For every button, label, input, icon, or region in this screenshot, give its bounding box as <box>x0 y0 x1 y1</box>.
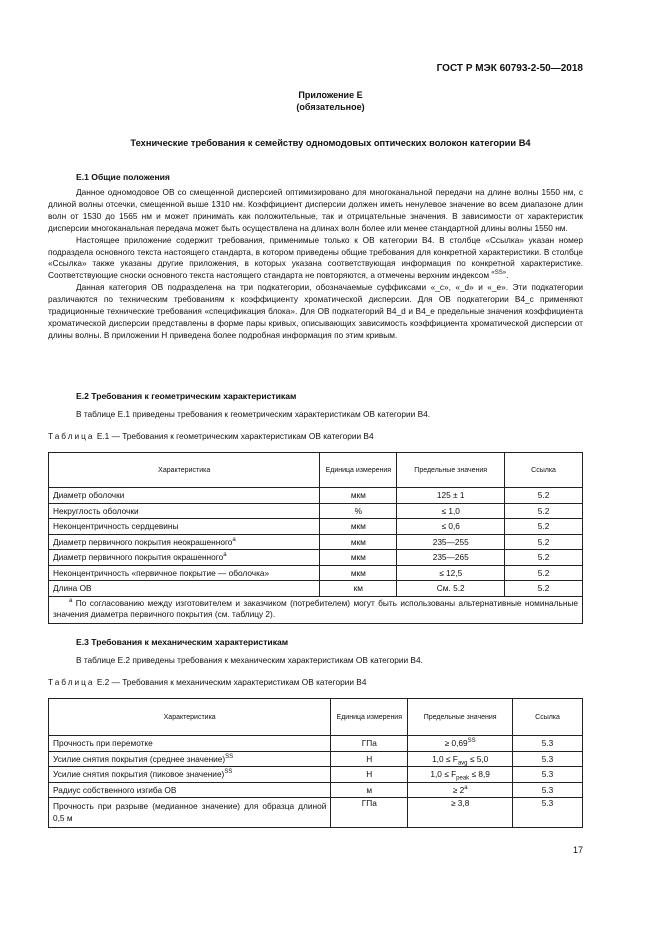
table-row <box>49 767 583 783</box>
cell-unit: мкм <box>320 550 397 566</box>
cell-unit: Н <box>331 751 408 767</box>
section-heading-e2: Е.2 Требования к геометрическим характеристикам <box>76 391 297 401</box>
table-row <box>49 488 583 504</box>
cell-value: ≤ 12,5 <box>397 565 505 581</box>
annex-status: (обязательное) <box>296 102 365 112</box>
column-header: Характеристика <box>49 699 331 736</box>
column-header: Единица измерения <box>331 699 408 736</box>
column-header: Единица измерения <box>320 453 397 488</box>
cell-value: См. 5.2 <box>397 581 505 597</box>
column-header: Предельные значения <box>397 453 505 488</box>
cell-value: ≤ 1,0 <box>397 503 505 519</box>
table-row <box>49 736 583 752</box>
footnote-text: По согласованию между изготовителем и заказчиком (потребителем) могут быть использованы альтернативные номинальные значения диаметра первичного покрытия (см. таблицу 2). <box>53 597 578 619</box>
paragraph: Данное одномодовое ОВ со смещенной дисперсией оптимизировано для многоканальной передачи на длине волны 1550 нм, с длиной волны отсечки, смещенной выше 1310 нм. Коэффициент дисперсии должен иметь ненулевое значение во всем диапазоне длин волн от 1530 до 1565 нм и может принимать как положительные, так и отрицательные значения. В зависимости от характеристик дисперсии многоканальная передача может быть осуществлена на длинах волн более или менее стандартной длины волны 1550 нм. <box>48 187 583 233</box>
characteristic-text: Усилие снятия покрытия (пиковое значение) <box>53 769 225 780</box>
cell-characteristic: Диаметр оболочки <box>49 488 320 504</box>
table-row <box>49 550 583 566</box>
characteristic-text: Диаметр первичного покрытия неокрашенного <box>53 536 233 547</box>
cell-characteristic: Прочность при разрыве (медианное значение) для образца длиной 0,5 м <box>49 798 331 828</box>
subscript-mark: avg <box>457 760 468 767</box>
cell-ref: 5.2 <box>505 519 583 535</box>
cell-characteristic <box>49 534 320 550</box>
cell-ref: 5.3 <box>513 782 583 798</box>
superscript-mark: SS <box>225 753 234 760</box>
cell-unit: % <box>320 503 397 519</box>
paragraph: В таблице Е.1 приведены требования к геометрическим характеристикам ОВ категории В4. <box>76 409 431 419</box>
footnote-ref: a <box>464 784 468 791</box>
cell-ref: 5.2 <box>505 550 583 566</box>
table-row <box>49 565 583 581</box>
table-row <box>49 503 583 519</box>
table-row <box>49 798 583 828</box>
paragraph <box>48 235 583 283</box>
cell-characteristic <box>49 550 320 566</box>
section-e1-text <box>48 187 583 342</box>
value-text: ≤ 8,9 <box>469 769 490 780</box>
paragraph: Данная категория ОВ подразделена на три подкатегории, обозначаемые суффиксами «_c», «_d» и «_e». Эти подкатегории различаются по техническим требованиям к коэффициенту хроматической дисперсии. Для ОВ подкатегории В4_c применяют традиционные технические требования «спецификация блока». Для ОВ подкатегорий В4_d и В4_e предельные значения коэффициента хроматической дисперсии представлены в форме пары кривых, описывающих зависимость коэффициента хроматической дисперсии от длины волны. В приложении Н приведена более подробная информация по этим кривым. <box>48 282 583 340</box>
cell-ref: 5.2 <box>505 581 583 597</box>
cell-characteristic: Длина ОВ <box>49 581 320 597</box>
cell-value: 125 ± 1 <box>397 488 505 504</box>
section-heading-e3: Е.3 Требования к механическим характеристикам <box>76 637 289 647</box>
column-header: Предельные значения <box>408 699 513 736</box>
value-text: ≥ 2 <box>452 784 465 795</box>
footnote-ref: a <box>223 552 227 559</box>
cell-unit: Н <box>331 767 408 783</box>
cell-ref: 5.2 <box>505 565 583 581</box>
table-footnote-row <box>49 596 583 623</box>
cell-value: 235—255 <box>397 534 505 550</box>
cell-value <box>408 736 513 752</box>
cell-ref: 5.2 <box>505 488 583 504</box>
table-caption-e2 <box>48 677 366 687</box>
cell-unit: ГПа <box>331 736 408 752</box>
standard-number: ГОСТ Р МЭК 60793-2-50—2018 <box>436 63 583 74</box>
cell-ref: 5.3 <box>513 751 583 767</box>
cell-unit: мкм <box>320 534 397 550</box>
superscript-mark: SS <box>224 769 233 776</box>
cell-value <box>408 782 513 798</box>
cell-ref: 5.3 <box>513 736 583 752</box>
cell-unit: мкм <box>320 565 397 581</box>
section-e2-intro <box>48 409 583 421</box>
cell-ref: 5.3 <box>513 767 583 783</box>
table-row <box>49 534 583 550</box>
cell-characteristic: Неконцентричность сердцевины <box>49 519 320 535</box>
paragraph-text: Настоящее приложение содержит требования, применимые только к ОВ категории В4. В столбце «Ссылка» указан номер подраздела основного текста настоящего стандарта, в котором приведены общие требования для конкретной характеристики. В столбце «Ссылка» также указаны другие приложения, в которых указана соответствующая информация по конкретной характеристике. Соответствующие сноски основного текста настоящего стандарта не повторяются, а отмечены верхним индексом <box>48 234 583 281</box>
cell-value <box>408 751 513 767</box>
table-header-row <box>49 453 583 488</box>
document-title: Технические требования к семейству одномодовых оптических волокон категории В4 <box>130 138 531 148</box>
value-text: 1,0 ≤ F <box>430 769 457 780</box>
cell-characteristic: Некруглость оболочки <box>49 503 320 519</box>
table-row <box>49 782 583 798</box>
table-footnote <box>49 596 583 623</box>
superscript-mark: SS <box>467 738 476 745</box>
cell-characteristic: Неконцентричность «первичное покрытие — оболочка» <box>49 565 320 581</box>
table-caption-e1 <box>48 431 374 441</box>
footnote-ref: a <box>232 536 236 543</box>
section-heading-e1: Е.1 Общие положения <box>76 172 170 182</box>
cell-value: ≤ 0,6 <box>397 519 505 535</box>
caption-prefix: Таблица <box>48 431 95 441</box>
page-number: 17 <box>572 845 583 855</box>
column-header: Ссылка <box>513 699 583 736</box>
paragraph-end: . <box>506 270 509 281</box>
paragraph: В таблице Е.2 приведены требования к механическим характеристикам ОВ категории В4. <box>76 655 423 665</box>
footnote-mark: a <box>69 597 73 604</box>
table-geometric <box>48 452 583 624</box>
cell-unit: мкм <box>320 488 397 504</box>
caption-text: Е.1 — Требования к геометрическим характеристикам ОВ категории В4 <box>96 431 374 441</box>
cell-value <box>408 767 513 783</box>
cell-unit: мкм <box>320 519 397 535</box>
cell-characteristic <box>49 767 331 783</box>
column-header: Ссылка <box>505 453 583 488</box>
cell-unit: км <box>320 581 397 597</box>
table-row <box>49 519 583 535</box>
table-row <box>49 581 583 597</box>
cell-ref: 5.2 <box>505 534 583 550</box>
table-header-row <box>49 699 583 736</box>
characteristic-text: Диаметр первичного покрытия окрашенного <box>53 552 224 563</box>
cell-ref: 5.3 <box>513 798 583 828</box>
cell-value: 235—265 <box>397 550 505 566</box>
superscript-mark: «SS» <box>491 270 507 277</box>
caption-prefix: Таблица <box>48 677 95 687</box>
characteristic-text: Усилие снятия покрытия (среднее значение) <box>53 753 226 764</box>
cell-characteristic: Прочность при перемотке <box>49 736 331 752</box>
cell-unit: м <box>331 782 408 798</box>
column-header: Характеристика <box>49 453 320 488</box>
cell-unit: ГПа <box>331 798 408 828</box>
section-e3-intro <box>48 655 583 667</box>
value-text: 1,0 ≤ F <box>432 753 458 764</box>
value-text: ≥ 0,69 <box>444 738 468 749</box>
caption-text: Е.2 — Требования к механическим характеристикам ОВ категории В4 <box>96 677 367 687</box>
table-row <box>49 751 583 767</box>
subscript-mark: peak <box>456 775 470 782</box>
cell-value: ≥ 3,8 <box>408 798 513 828</box>
table-mechanical <box>48 698 583 828</box>
cell-ref: 5.2 <box>505 503 583 519</box>
annex-title: Приложение Е <box>298 90 363 100</box>
value-text: ≤ 5,0 <box>467 753 489 764</box>
cell-characteristic: Радиус собственного изгиба ОВ <box>49 782 331 798</box>
cell-characteristic <box>49 751 331 767</box>
